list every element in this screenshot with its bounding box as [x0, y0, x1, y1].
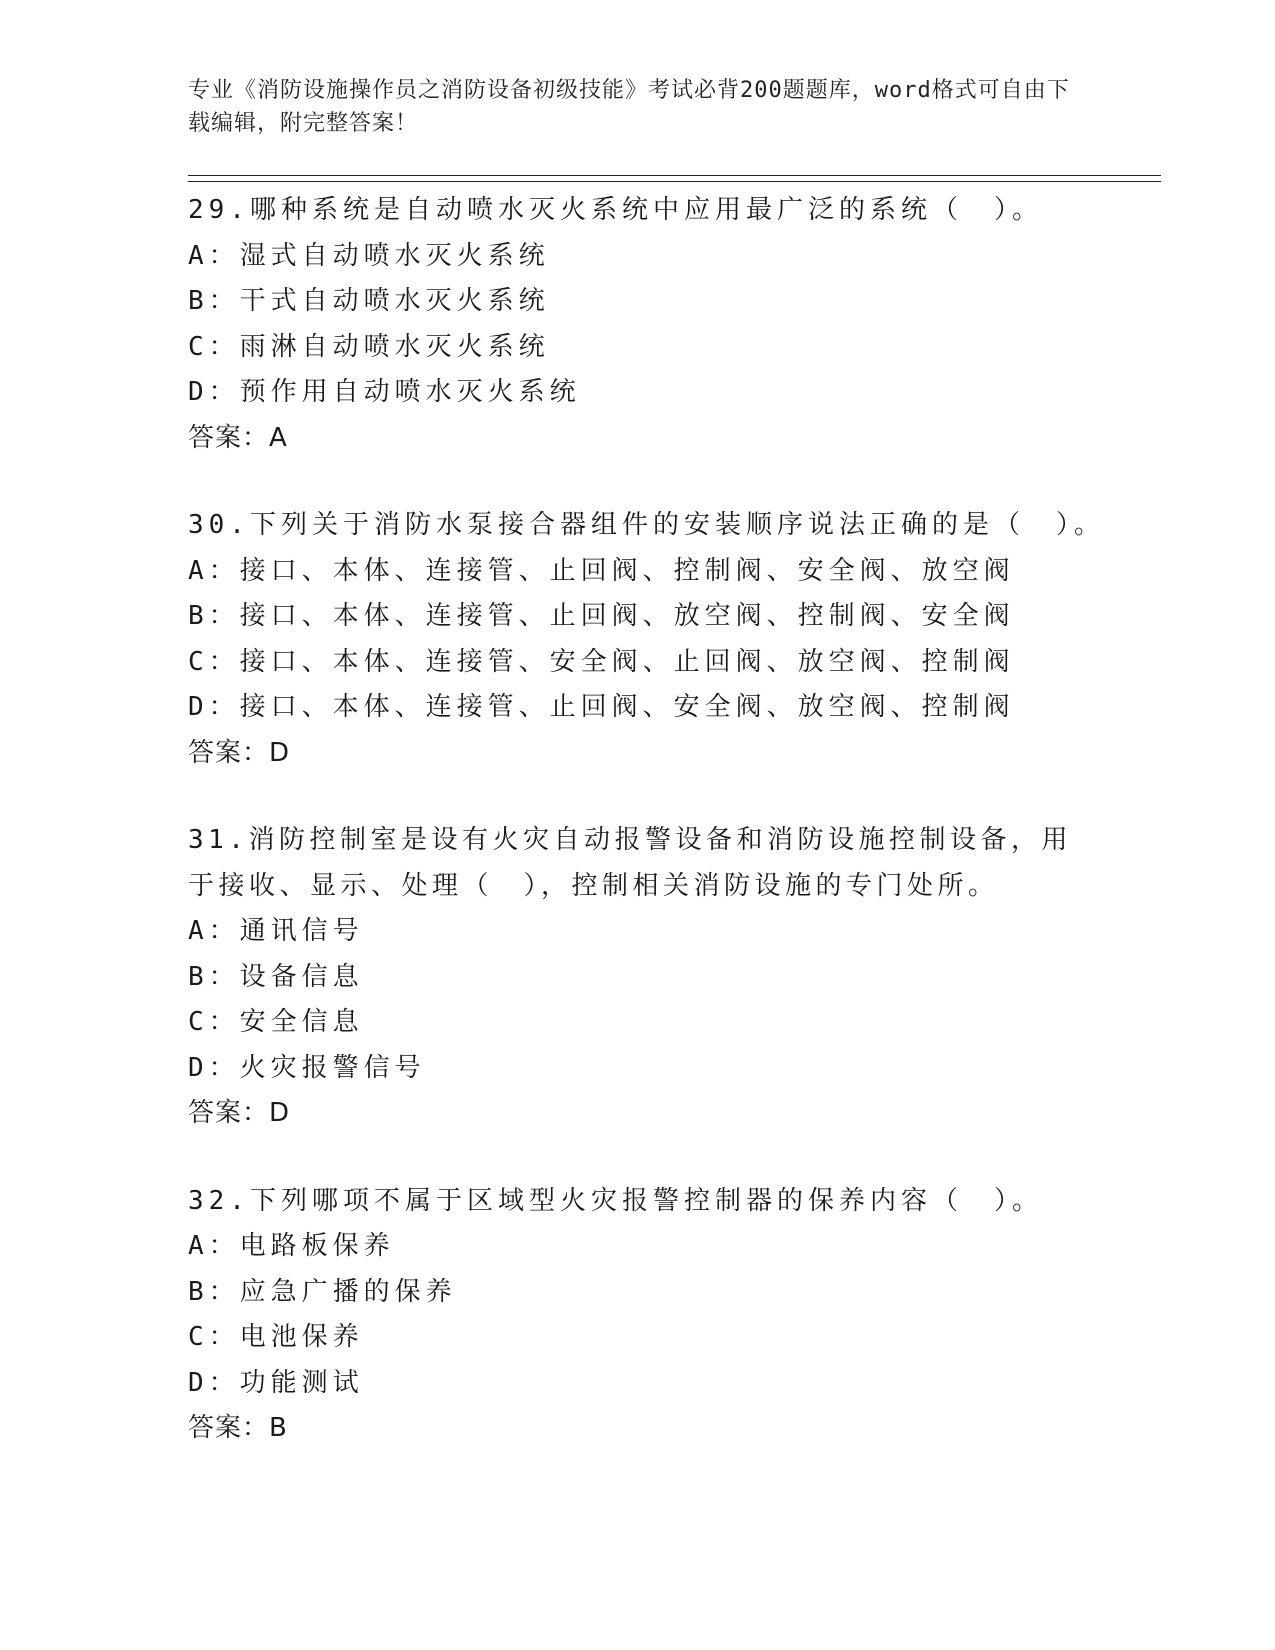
- option-a: A：湿式自动喷水灭火系统: [188, 240, 550, 271]
- question-list: [188, 188, 1105, 1494]
- document-header: [188, 74, 1088, 140]
- document-title: 专业《消防设施操作员之消防设备初级技能》考试必背200题题库，word格式可自由下载编辑，附完整答案！: [188, 78, 1070, 136]
- option-d: D：接口、本体、连接管、止回阀、安全阀、放空阀、控制阀: [188, 692, 1015, 722]
- option-d: D：预作用自动喷水灭火系统: [188, 377, 581, 407]
- header-divider-bottom: [188, 181, 1161, 182]
- answer-line: 答案：A: [188, 422, 288, 453]
- header-divider-top: [188, 175, 1161, 176]
- option-a: A：通讯信号: [188, 916, 364, 946]
- question-stem: 32.下列哪项不属于区域型火灾报警控制器的保养内容（ ）。: [188, 1185, 1043, 1216]
- option-a: A：电路板保养: [188, 1231, 395, 1261]
- option-d: D：功能测试: [188, 1367, 364, 1398]
- option-b: B：接口、本体、连接管、止回阀、放空阀、控制阀、安全阀: [188, 601, 1015, 631]
- option-a: A：接口、本体、连接管、止回阀、控制阀、安全阀、放空阀: [188, 555, 1015, 586]
- question-stem: 31.消防控制室是设有火灾自动报警设备和消防设施控制设备，用于接收、显示、处理（ ），控制相关消防设施的专门处所。: [188, 825, 1072, 901]
- option-c: C：安全信息: [188, 1007, 364, 1037]
- question-stem: 29.哪种系统是自动喷水灭火系统中应用最广泛的系统（ ）。: [188, 195, 1043, 225]
- question-stem: 30.下列关于消防水泵接合器组件的安装顺序说法正确的是（ ）。: [188, 510, 1105, 540]
- answer-line: 答案：D: [188, 1098, 291, 1128]
- question-31: [188, 818, 1088, 1137]
- answer-line: 答案：B: [188, 1413, 288, 1443]
- answer-line: 答案：D: [188, 737, 291, 768]
- question-30: [188, 503, 1105, 776]
- option-c: C：雨淋自动喷水灭火系统: [188, 331, 550, 362]
- option-b: B：应急广播的保养: [188, 1276, 457, 1307]
- option-b: B：干式自动喷水灭火系统: [188, 286, 550, 316]
- option-c: C：电池保养: [188, 1322, 364, 1352]
- option-b: B：设备信息: [188, 961, 364, 992]
- question-32: [188, 1179, 1088, 1452]
- option-d: D：火灾报警信号: [188, 1052, 426, 1083]
- question-29: [188, 188, 1088, 461]
- option-c: C：接口、本体、连接管、安全阀、止回阀、放空阀、控制阀: [188, 646, 1015, 677]
